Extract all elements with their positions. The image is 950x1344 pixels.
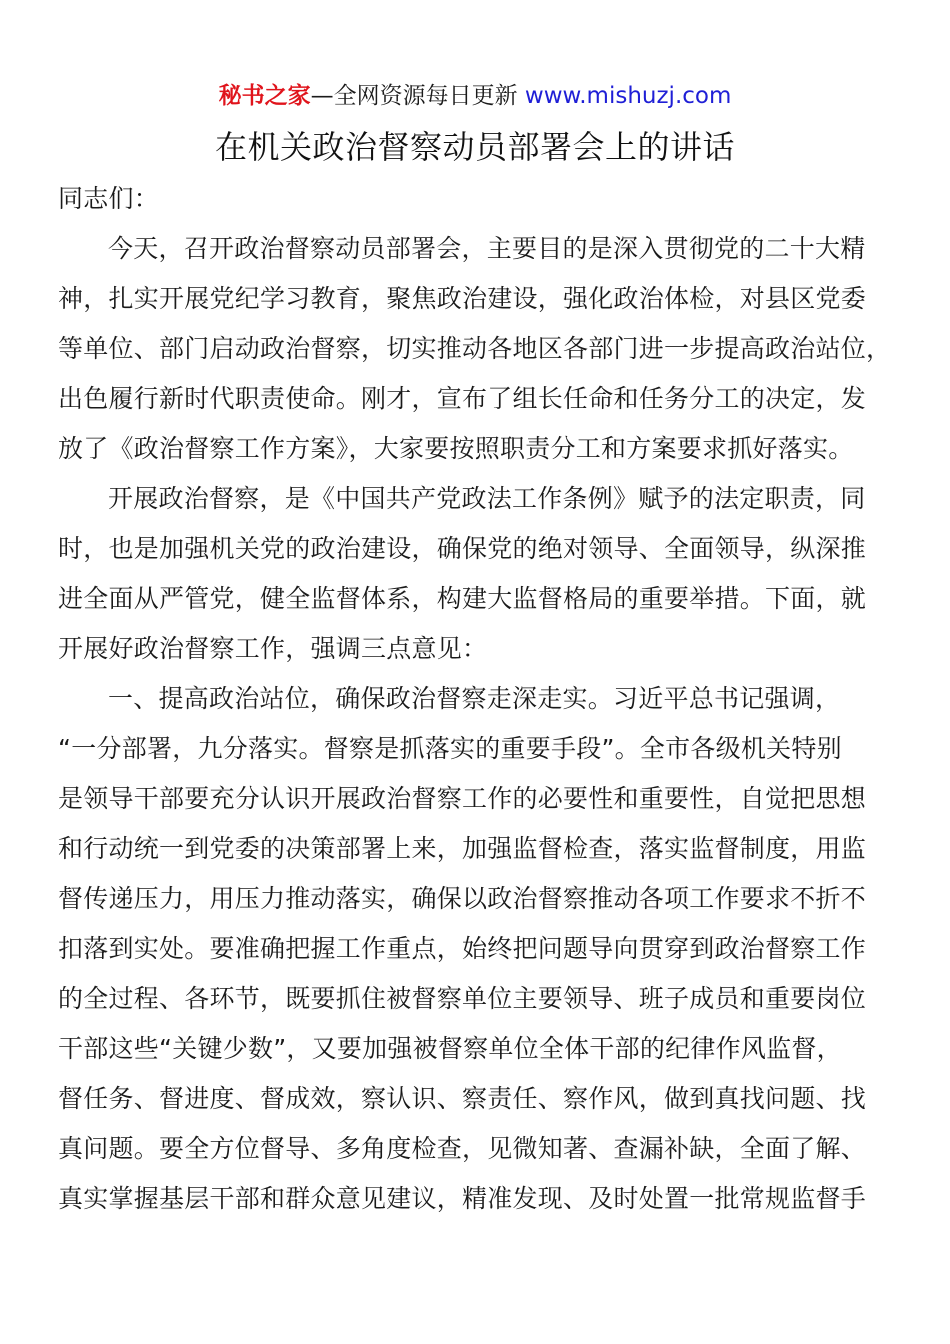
text-line: 出色履行新时代职责使命。刚才，宣布了组长任命和任务分工的决定，发 [58, 384, 867, 413]
text-line: 督传递压力，用压力推动落实，确保以政治督察推动各项工作要求不折不 [58, 884, 867, 913]
document-body [58, 174, 898, 1224]
text-line: 和行动统一到党委的决策部署上来，加强监督检查，落实监督制度，用监 [58, 834, 867, 863]
brand-name[interactable]: 秘书之家 [218, 83, 311, 109]
site-url-link[interactable]: www.mishuzj.com [524, 83, 732, 109]
text-line: 放了《政治督察工作方案》，大家要按照职责分工和方案要求抓好落实。 [58, 434, 854, 463]
text-line: 今天，召开政治督察动员部署会，主要目的是深入贯彻党的二十大精 [108, 234, 866, 263]
document-title: 在机关政治督察动员部署会上的讲话 [214, 128, 735, 166]
text-line: 开展政治督察，是《中国共产党政法工作条例》赋予的法定职责，同 [108, 484, 866, 513]
paragraph-1 [58, 224, 898, 474]
text-line: 神，扎实开展党纪学习教育，聚焦政治建设，强化政治体检，对县区党委 [58, 284, 867, 313]
text-line: 扣落到实处。要准确把握工作重点，始终把问题导向贯穿到政治督察工作 [58, 934, 867, 963]
text-line: 等单位、部门启动政治督察，切实推动各地区各部门进一步提高政治站位， [58, 334, 892, 363]
paragraph-2 [58, 474, 898, 674]
salutation-line: 同志们： [58, 184, 160, 213]
text-line: 开展好政治督察工作，强调三点意见： [58, 634, 488, 663]
text-line: 真问题。要全方位督导、多角度检查，见微知著、查漏补缺，全面了解、 [58, 1134, 867, 1163]
text-line: 督任务、督进度、督成效，察认识、察责任、察作风，做到真找问题、找 [58, 1084, 867, 1113]
paragraph-3 [58, 674, 898, 1224]
text-line: 真实掌握基层干部和群众意见建议，精准发现、及时处置一批常规监督手 [58, 1184, 867, 1213]
text-line: 是领导干部要充分认识开展政治督察工作的必要性和重要性，自觉把思想 [58, 784, 867, 813]
text-line: 时，也是加强机关党的政治建设，确保党的绝对领导、全面领导，纵深推 [58, 534, 867, 563]
salutation [58, 174, 898, 224]
text-line: 的全过程、各环节，既要抓住被督察单位主要领导、班子成员和重要岗位 [58, 984, 867, 1013]
text-line: 一、提高政治站位，确保政治督察走深走实。习近平总书记强调， [108, 684, 841, 713]
text-line: “一分部署，九分落实。督察是抓落实的重要手段”。全市各级机关特别 [58, 734, 842, 763]
site-header [0, 80, 950, 112]
text-line: 干部这些“关键少数”，又要加强被督察单位全体干部的纪律作风监督， [58, 1034, 842, 1063]
text-line: 进全面从严管党，健全监督体系，构建大监督格局的重要举措。下面，就 [58, 584, 867, 613]
header-tagline: —全网资源每日更新 [310, 83, 518, 109]
